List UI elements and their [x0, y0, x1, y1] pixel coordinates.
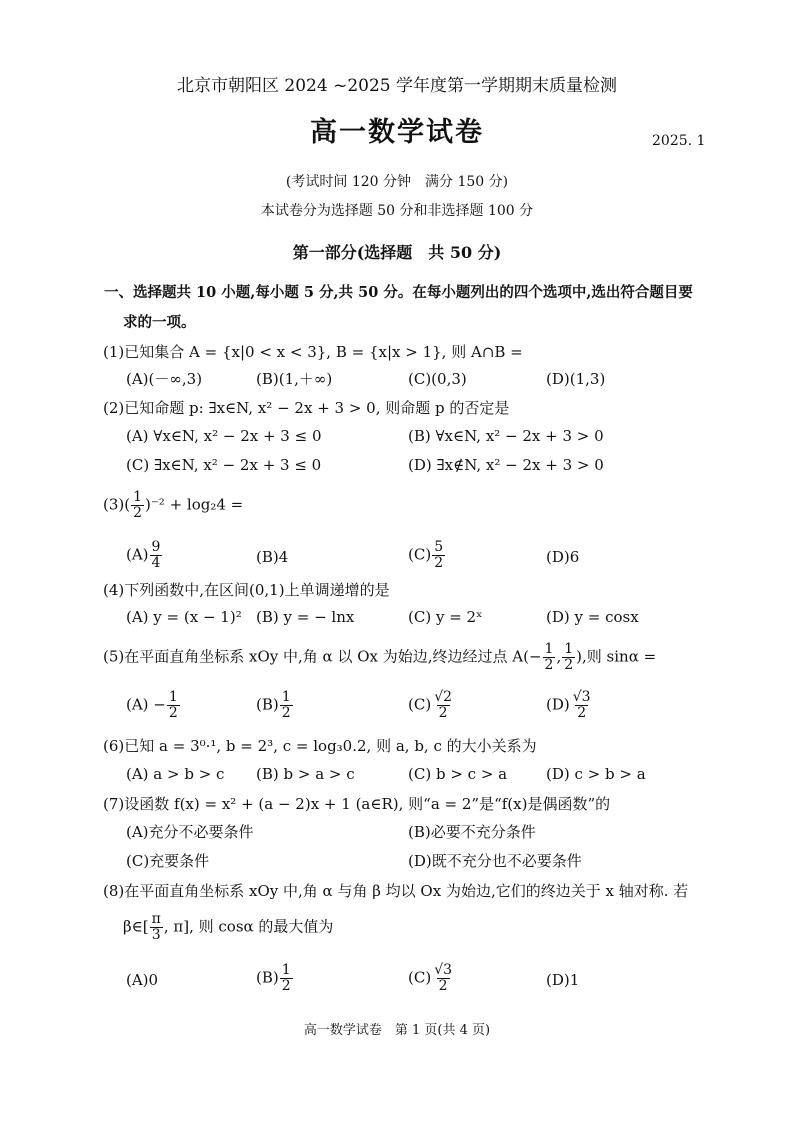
q6-stem: (6)已知 a = 3⁰·¹, b = 2³, c = log₃0.2, 则 a, b, c 的大小关系为 — [103, 737, 537, 755]
q5-stem: (5)在平面直角坐标系 xOy 中,角 α 以 Ox 为始边,终边经过点 A(− $\frac{1}{2}$ , $\frac{1}{2}$ ),则 sinα = — [103, 641, 657, 673]
q2-option-a: (A) ∀x∈N, x² − 2x + 3 ≤ 0 — [126, 427, 322, 445]
q3-option-a: (A) $\frac{9}{4}$ — [126, 539, 161, 571]
q5-option-c: (C) $\frac{√2}{2}$ — [408, 689, 453, 721]
q3-stem-fraction: $\frac{1}{2}$ — [133, 489, 143, 521]
q8-option-d: (D)1 — [546, 971, 580, 989]
q4-option-a: (A) y = (x − 1)² — [126, 608, 242, 626]
q7-option-c: (C)充要条件 — [126, 852, 210, 870]
q8-option-b: (B) $\frac{1}{2}$ — [256, 962, 291, 994]
paper-title: 高一数学试卷 — [310, 117, 484, 148]
exam-title: 北京市朝阳区 2024 ~2025 学年度第一学期期末质量检测 — [177, 76, 617, 96]
q6-option-d: (D) c > b > a — [546, 765, 646, 783]
q7-option-b: (B)必要不充分条件 — [408, 823, 536, 841]
exam-date: 2025. 1 — [652, 133, 706, 149]
q1-option-a: (A)(－∞,3) — [126, 370, 203, 388]
q4-stem: (4)下列函数中,在区间(0,1)上单调递增的是 — [103, 581, 390, 599]
q8-option-c: (C) $\frac{√3}{2}$ — [408, 962, 453, 994]
q6-option-b: (B) b > a > c — [256, 765, 355, 783]
q1-option-d: (D)(1,3) — [546, 370, 606, 388]
q5-option-a: (A) − $\frac{1}{2}$ — [126, 689, 178, 721]
q4-option-b: (B) y = − lnx — [256, 608, 355, 626]
section-title: 第一部分(选择题 共 50 分) — [292, 243, 502, 262]
q4-option-c: (C) y = 2ˣ — [408, 608, 483, 626]
q3-stem: (3)( $\frac{1}{2}$ )⁻² + log₂4 = — [103, 489, 244, 521]
instructions-line-2: 求的一项。 — [123, 314, 196, 331]
q2-option-b: (B) ∀x∈N, x² − 2x + 3 > 0 — [408, 427, 604, 445]
q2-stem: (2)已知命题 p: ∃x∈N, x² − 2x + 3 > 0, 则命题 p 的否定是 — [103, 399, 510, 417]
time-info: (考试时间 120 分钟 满分 150 分) — [285, 174, 509, 190]
q5-option-b: (B) $\frac{1}{2}$ — [256, 689, 291, 721]
q1-stem: (1)已知集合 A = {x|0 < x < 3}, B = {x|x > 1}, 则 A∩B = — [103, 343, 523, 361]
q3-option-b: (B)4 — [256, 548, 289, 566]
q4-option-d: (D) y = cosx — [546, 608, 639, 626]
q5-option-d: (D) $\frac{√3}{2}$ — [546, 689, 591, 721]
q1-option-c: (C)(0,3) — [408, 370, 467, 388]
instructions-line-1: 一、选择题共 10 小题,每小题 5 分,共 50 分。在每小题列出的四个选项中,选出符合题目要 — [104, 284, 693, 301]
q3-option-d: (D)6 — [546, 548, 580, 566]
q7-option-a: (A)充分不必要条件 — [126, 823, 254, 841]
q8-stem-line-1: (8)在平面直角坐标系 xOy 中,角 α 与角 β 均以 Ox 为始边,它们的终边关于 x 轴对称. 若 — [103, 882, 689, 900]
q3-option-c: (C) $\frac{5}{2}$ — [408, 539, 444, 571]
score-split: 本试卷分为选择题 50 分和非选择题 100 分 — [260, 203, 534, 219]
q1-option-b: (B)(1,＋∞) — [256, 370, 333, 388]
q6-option-c: (C) b > c > a — [408, 765, 508, 783]
page-footer: 高一数学试卷 第 1 页(共 4 页) — [303, 1023, 491, 1038]
q8-option-a: (A)0 — [126, 971, 159, 989]
q7-option-d: (D)既不充分也不必要条件 — [408, 852, 582, 870]
q7-stem: (7)设函数 f(x) = x² + (a − 2)x + 1 (a∈R), 则“a = 2”是“f(x)是偶函数”的 — [103, 795, 611, 813]
q2-option-d: (D) ∃x∉N, x² − 2x + 3 > 0 — [408, 456, 604, 474]
q8-stem-line-2: β∈[ $\frac{\pi}{3}$ , π], 则 cosα 的最大值为 — [123, 911, 334, 943]
q6-option-a: (A) a > b > c — [126, 765, 225, 783]
q2-option-c: (C) ∃x∈N, x² − 2x + 3 ≤ 0 — [126, 456, 322, 474]
